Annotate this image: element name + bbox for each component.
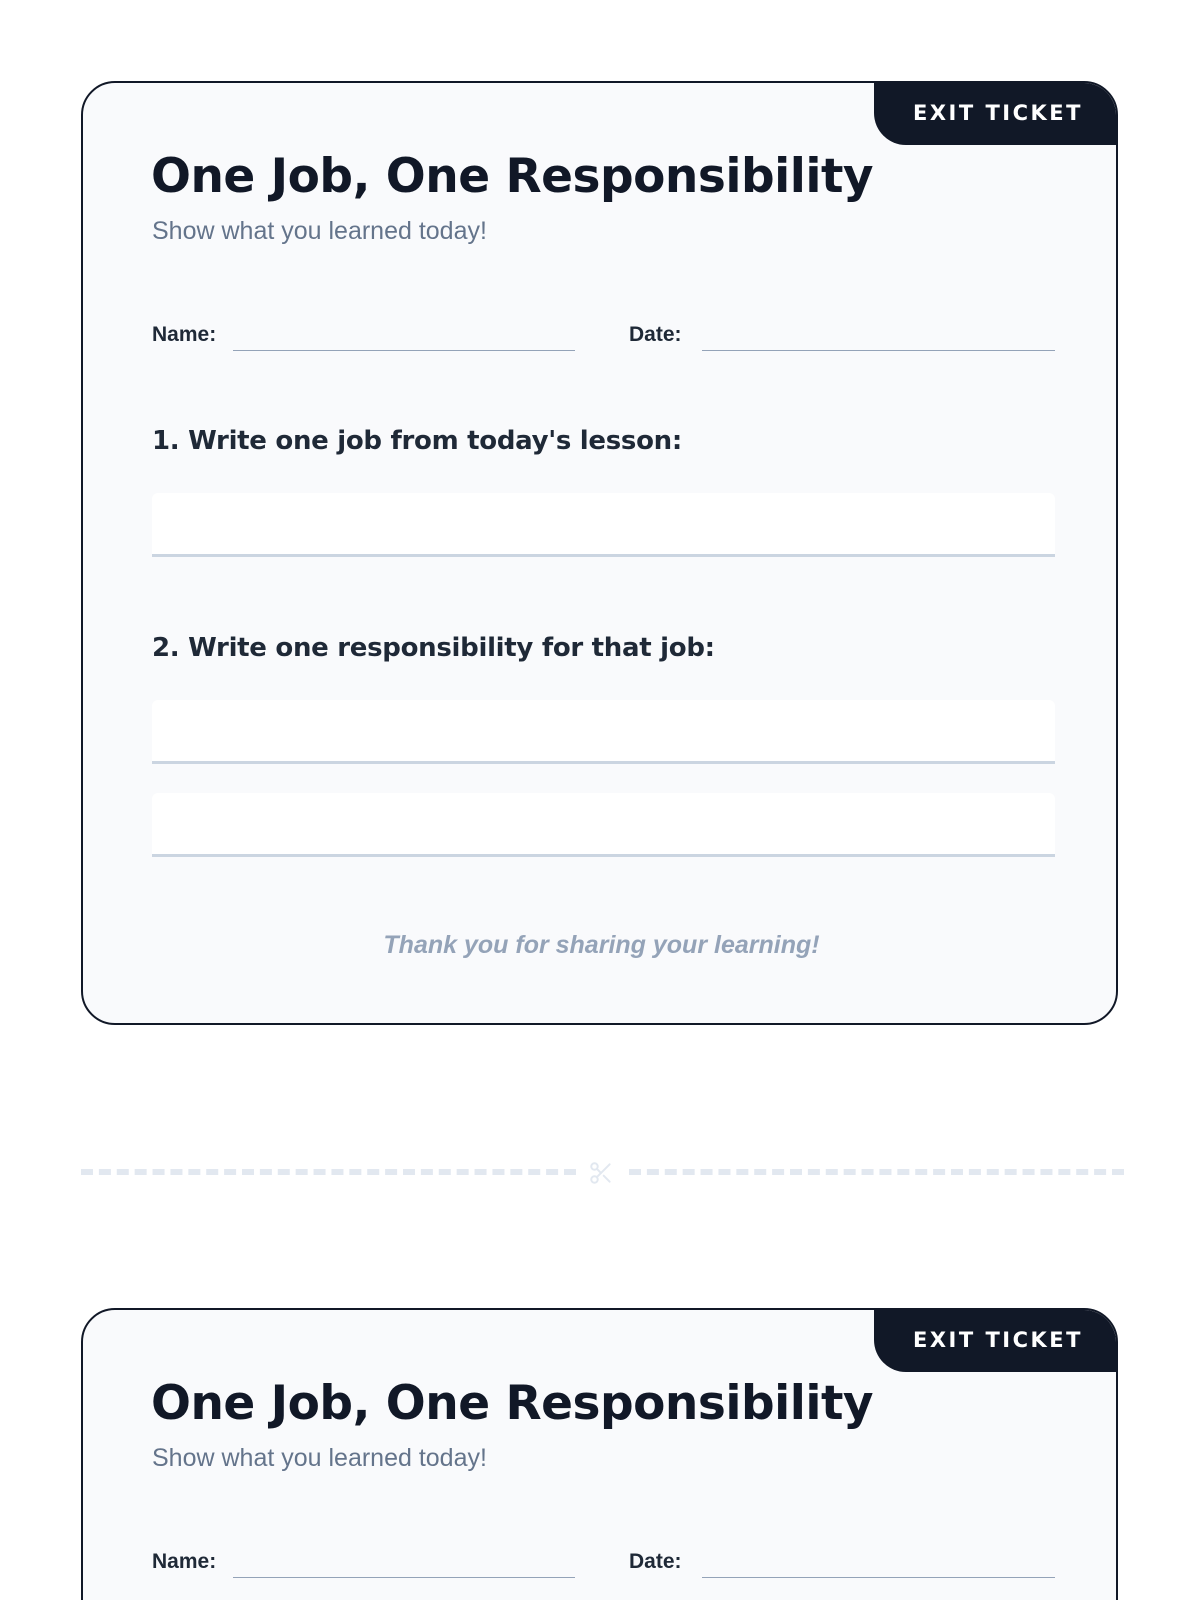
- exit-ticket-badge: EXIT TICKET: [874, 1308, 1118, 1372]
- date-label: Date:: [629, 1550, 682, 1573]
- name-field[interactable]: [233, 1577, 575, 1578]
- exit-ticket-card: [81, 1308, 1118, 1600]
- ticket-title: One Job, One Responsibility: [151, 1376, 874, 1431]
- question-2: 2. Write one responsibility for that job:: [152, 633, 715, 663]
- thank-you-note: Thank you for sharing your learning!: [383, 931, 820, 959]
- scissors-icon: [588, 1160, 614, 1186]
- ticket-title: One Job, One Responsibility: [151, 149, 874, 204]
- name-label: Name:: [152, 1550, 217, 1573]
- ticket-subtitle: Show what you learned today!: [152, 217, 487, 245]
- answer-2-field-line-2[interactable]: [152, 793, 1055, 857]
- date-label: Date:: [629, 323, 682, 346]
- question-1: 1. Write one job from today's lesson:: [152, 426, 682, 456]
- exit-ticket-badge: EXIT TICKET: [874, 81, 1118, 145]
- date-field[interactable]: [702, 1577, 1055, 1578]
- cut-line-right: [629, 1169, 1124, 1175]
- date-field[interactable]: [702, 350, 1055, 351]
- ticket-subtitle: Show what you learned today!: [152, 1444, 487, 1472]
- cut-line-left: [81, 1169, 576, 1175]
- answer-1-field[interactable]: [152, 493, 1055, 557]
- answer-2-field-line-1[interactable]: [152, 700, 1055, 764]
- exit-ticket-card: [81, 81, 1118, 1025]
- name-label: Name:: [152, 323, 217, 346]
- name-field[interactable]: [233, 350, 575, 351]
